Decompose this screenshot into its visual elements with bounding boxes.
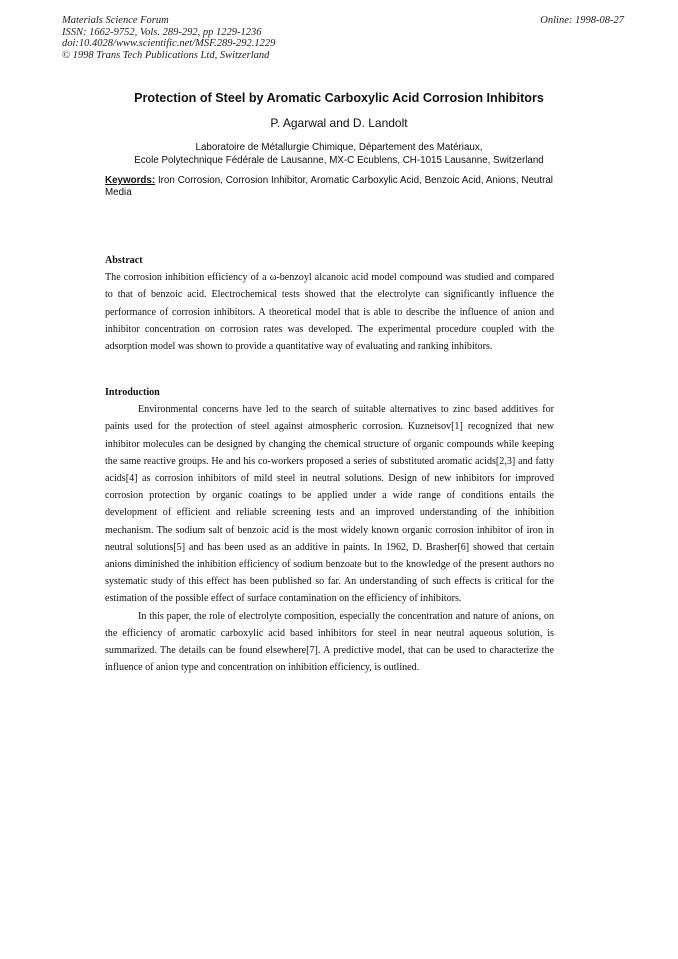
online-date: Online: 1998-08-27 [540, 15, 624, 26]
abstract-heading: Abstract [105, 255, 143, 266]
affiliation-line-2: Ecole Polytechnique Fédérale de Lausanne, MX-C Ecublens, CH-1015 Lausanne, Switzerland [134, 155, 544, 166]
publication-metadata [62, 15, 275, 61]
abstract-section [105, 252, 554, 355]
keywords-text: Iron Corrosion, Corrosion Inhibitor, Aromatic Carboxylic Acid, Benzoic Acid, Anions, Neutral Media [105, 175, 553, 198]
keywords-block [105, 175, 553, 199]
affiliation-line-1: Laboratoire de Métallurgie Chimique, Département des Matériaux, [195, 142, 483, 153]
affiliation [0, 141, 678, 167]
introduction-section [105, 384, 554, 676]
introduction-paragraph-2: In this paper, the role of electrolyte composition, especially the concentration and nature of anions, on the efficiency of aromatic carboxylic acid based inhibitors for steel in near neutral aqueous solution, is summarized. The details can be found elsewhere[7]. A predictive model, that can be used to characterize the influence of anion type and concentration on inhibition efficiency, is outlined. [105, 610, 554, 674]
issn-line: ISSN: 1662-9752, Vols. 289-292, pp 1229-1236 [62, 26, 262, 38]
paper-title: Protection of Steel by Aromatic Carboxylic Acid Corrosion Inhibitors [134, 91, 544, 105]
authors: P. Agarwal and D. Landolt [270, 116, 408, 130]
copyright-line: © 1998 Trans Tech Publications Ltd, Switzerland [62, 49, 270, 61]
introduction-heading: Introduction [105, 387, 160, 398]
abstract-text: The corrosion inhibition efficiency of a ω-benzoyl alcanoic acid model compound was studied and compared to that of benzoic acid. Electrochemical tests showed that the electrolyte can significantly influence the performance of corrosion inhibitors. A theoretical model that is able to describe the influence of anion and inhibitor concentration on corrosion rates was developed. The experimental procedure coupled with the adsorption model was shown to provide a quantitative way of evaluating and ranking inhibitors. [105, 272, 554, 353]
introduction-paragraph-1: Environmental concerns have led to the search of suitable alternatives to zinc based additives for paints used for the protection of steel against atmospheric corrosion. Kuznetsov[1] recognized that new inhibitor molecules can be designed by changing the chemical structure of organic compounds while keeping the same reactive groups. He and his co-workers proposed a series of substituted aromatic acids[2,3] and fatty acids[4] as corrosion inhibitors of mild steel in neutral solutions. Design of new inhibitors for improved corrosion protection by organic coatings to be applied under a wide range of conditions entails the development of efficient and reliable screening tests and an improved understanding of the inhibition mechanism. The sodium salt of benzoic acid is the most widely known organic corrosion inhibitor of iron in neutral solutions[5] and has been used as an additive in paints. In 1962, D. Brasher[6] showed that certain anions diminished the inhibition efficiency of sodium benzoate but to the knowledge of the present authors no systematic study of this effect has been published so far. An understanding of such effects is critical for the estimation of the possible effect of surface contamination on the efficiency of inhibitors. [105, 404, 554, 605]
doi-line[interactable]: doi:10.4028/www.scientific.net/MSF.289-292.1229 [62, 38, 276, 50]
journal-name: Materials Science Forum [62, 15, 169, 26]
keywords-label: Keywords: [105, 175, 156, 186]
